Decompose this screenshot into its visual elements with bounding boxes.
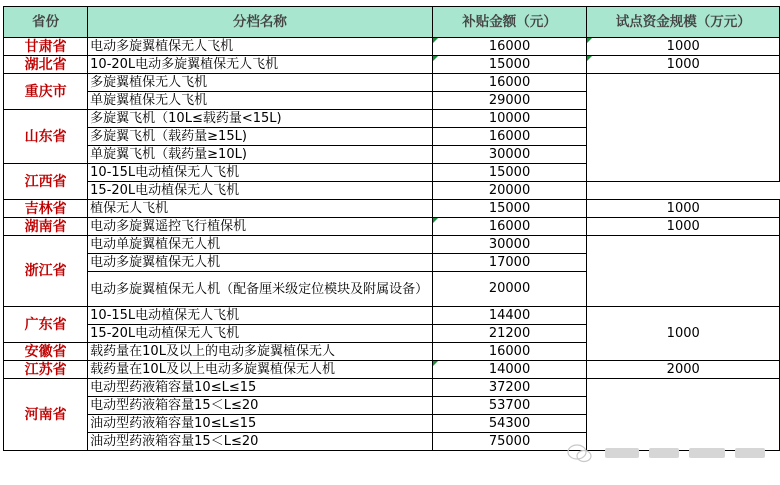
category-cell: 单旋翼飞机（载药量≥10L) [88,146,432,164]
header-province: 省份 [4,7,88,38]
category-cell: 10-20L电动多旋翼植保无人飞机 [88,56,432,74]
category-cell: 电动多旋翼植保无人机（配备厘米级定位模块及附属设备） [88,272,432,307]
table-body [4,38,780,451]
subsidy-cell: 16000 [432,128,587,146]
scale-cell: 1000 [587,56,780,74]
province-cell: 湖北省 [4,56,88,74]
category-cell: 多旋翼飞机（10L≤载药量<15L) [88,110,432,128]
category-cell: 载药量在10L及以上电动多旋翼植保无人机 [88,361,432,379]
table-row [4,379,780,397]
province-cell: 河南省 [4,379,88,451]
category-cell: 电动单旋翼植保无人机 [88,236,432,254]
table-row [4,74,780,92]
subsidy-cell: 75000 [432,433,587,451]
scale-cell: 1000 [587,38,780,56]
scale-cell [587,236,780,307]
table-row [4,361,780,379]
table-row [4,182,780,200]
subsidy-cell: 20000 [432,182,587,200]
scale-cell [587,74,780,182]
category-cell: 电动多旋翼植保无人机 [88,254,432,272]
table-row [4,200,780,218]
watermark-logo-icon [565,440,775,466]
category-cell: 单旋翼植保无人飞机 [88,92,432,110]
category-cell: 电动型药液箱容量15＜L≤20 [88,397,432,415]
header-row [4,7,780,38]
subsidy-cell: 15000 [432,164,587,182]
table-row [4,218,780,236]
subsidy-cell: 14400 [432,307,587,325]
province-cell: 重庆市 [4,74,88,110]
table-row [4,236,780,254]
province-cell: 吉林省 [4,200,88,218]
category-cell: 多旋翼飞机（载药量≥15L) [88,128,432,146]
province-cell: 浙江省 [4,236,88,307]
category-cell: 多旋翼植保无人飞机 [88,74,432,92]
table-row [4,56,780,74]
table-row [4,38,780,56]
scale-cell: 1000 [587,200,780,218]
category-cell: 10-15L电动植保无人飞机 [88,164,432,182]
subsidy-cell: 17000 [432,254,587,272]
subsidy-cell: 16000 [432,74,587,92]
header-subsidy: 补贴金额（元） [432,7,587,38]
category-cell: 15-20L电动植保无人飞机 [88,182,432,200]
subsidy-cell: 14000 [432,361,587,379]
category-cell: 电动型药液箱容量10≤L≤15 [88,379,432,397]
subsidy-cell: 53700 [432,397,587,415]
province-cell: 安徽省 [4,343,88,361]
header-category: 分档名称 [88,7,432,38]
header-scale: 试点资金规模（万元） [587,7,780,38]
scale-cell: 2000 [587,361,780,379]
subsidy-cell: 30000 [432,146,587,164]
category-cell: 10-15L电动植保无人飞机 [88,307,432,325]
province-cell: 江西省 [4,164,88,200]
category-cell: 油动型药液箱容量15＜L≤20 [88,433,432,451]
category-cell: 电动多旋翼遥控飞行植保机 [88,218,432,236]
subsidy-cell: 15000 [432,200,587,218]
subsidy-cell: 20000 [432,272,587,307]
subsidy-cell: 30000 [432,236,587,254]
province-cell: 甘肃省 [4,38,88,56]
subsidy-cell: 16000 [432,343,587,361]
category-cell: 植保无人飞机 [88,200,432,218]
subsidy-cell: 16000 [432,38,587,56]
subsidy-cell: 29000 [432,92,587,110]
category-cell: 载药量在10L及以上的电动多旋翼植保无人 [88,343,432,361]
subsidy-cell: 37200 [432,379,587,397]
subsidy-cell: 15000 [432,56,587,74]
province-cell: 山东省 [4,110,88,164]
subsidy-cell: 54300 [432,415,587,433]
subsidy-cell: 10000 [432,110,587,128]
province-cell: 江苏省 [4,361,88,379]
category-cell: 油动型药液箱容量10≤L≤15 [88,415,432,433]
scale-cell: 1000 [587,307,780,361]
province-cell: 广东省 [4,307,88,343]
subsidy-cell: 16000 [432,218,587,236]
subsidy-cell: 21200 [432,325,587,343]
subsidy-table [3,6,780,451]
province-cell: 湖南省 [4,218,88,236]
scale-cell: 1000 [587,218,780,236]
category-cell: 15-20L电动植保无人飞机 [88,325,432,343]
table-row [4,307,780,325]
category-cell: 电动多旋翼植保无人飞机 [88,38,432,56]
